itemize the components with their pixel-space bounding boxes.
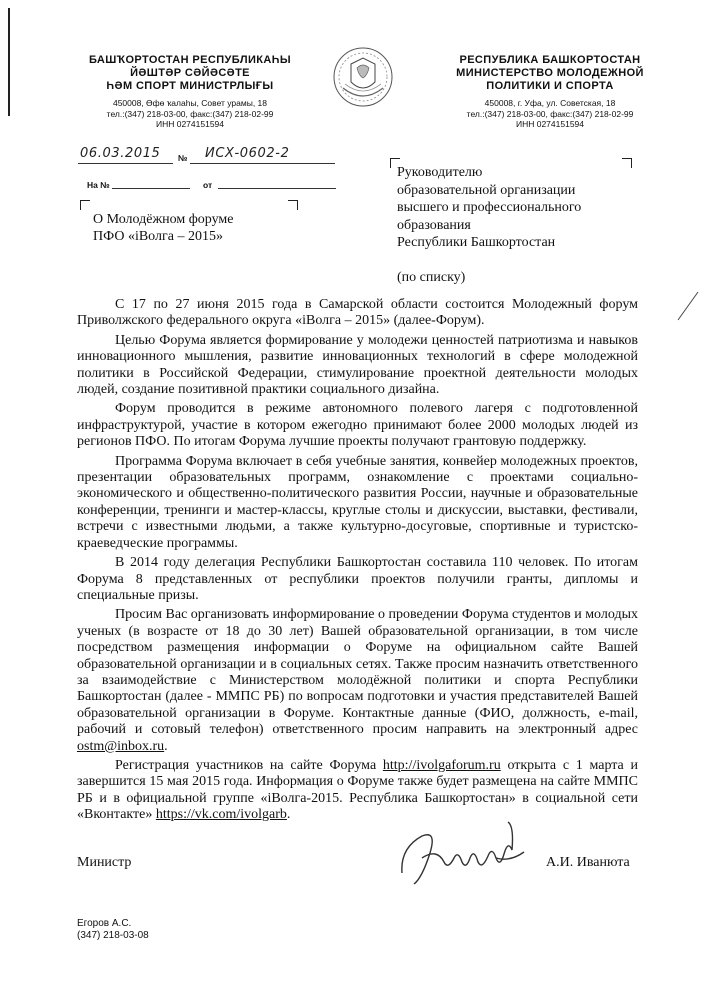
number-underline — [190, 163, 335, 164]
addressee-line1: Руководителю — [397, 165, 483, 180]
signatory-title: Министр — [77, 855, 132, 870]
header-left — [70, 54, 310, 130]
executor-name: Егоров А.С. — [77, 918, 132, 929]
executor-phone: (347) 218-03-08 — [77, 930, 149, 941]
letter-subject — [93, 211, 233, 245]
header-right-phone: тел.:(347) 218-03-00, факс:(347) 218-02-99 — [466, 108, 634, 119]
body-paragraph-2: Целью Форума является формирование у молодежи ценностей патриотизма и навыков инновационного мышления, развитие инновационных технологий в сфере молодежной политики в Российской Федерации, стимулирование проектной деятельности молодых людей, создание позитивной практики социального дизайна. — [77, 332, 638, 398]
handwritten-signature — [392, 818, 542, 893]
header-left-phone: тел.:(347) 218-03-00, факс:(347) 218-02-99 — [106, 108, 274, 119]
header-left-line2: ЙӘШТӘР СӘЙӘСӘТЕ — [130, 67, 250, 79]
subject-bracket-right — [288, 200, 298, 210]
body-paragraph-3: Форум проводится в режиме автономного полевого лагеря с подготовленной инфраструктурой, участие в котором ежегодно принимают более 2000 молодых людей из регионов ПФО. По итогам Форума лучшие проекты получают грантовую поддержку. — [77, 401, 638, 450]
addressee-line5: Республики Башкортостан — [397, 235, 556, 251]
body-paragraph-1: С 17 по 27 июня 2015 года в Самарской области состоится Молодежный форум Приволжского федерального округа «iВолга – 2015» (далее-Форум). — [77, 297, 638, 329]
subject-bracket-left — [80, 200, 90, 210]
addressee-block — [397, 164, 581, 287]
body-paragraph-5: В 2014 году делегация Республики Башкортостан составила 110 человек. По итогам Форума 8 представленных от республики проектов получили гранты, дипломы и специальные призы. — [77, 555, 638, 603]
header-right — [430, 54, 670, 130]
reference-number-label: На № — [87, 180, 110, 190]
reference-number-line — [112, 188, 190, 189]
header-left-inn: ИНН 0274151594 — [155, 119, 225, 129]
header-right-line2: МИНИСТЕРСТВО МОЛОДЕЖНОЙ — [456, 67, 644, 79]
body-paragraph-7-end: . — [286, 807, 291, 823]
body-paragraph-7-text-a: Регистрация участников на сайте Форума — [115, 757, 383, 773]
header-right-line1: РЕСПУБЛИКА БАШКОРТОСТАН — [459, 54, 641, 66]
letter-date: 06.03.2015 — [80, 146, 161, 161]
header-left-line3: ҺӘМ СПОРТ МИНИСТРЛЫҒЫ — [106, 80, 274, 92]
coat-of-arms-emblem — [331, 44, 395, 110]
body-paragraph-6-text: Просим Вас организовать информирование о проведении Форума студентов и молодых ученых (в возрасте от 18 до 30 лет) Вашей образовательной организации, в том числе посредством размещения информации о Форуме на официальном сайте Вашей образовательной организации и в социальных сетях. Также просим назначить ответственного за взаимодействие с Министерством молодёжной политики и спорта Республики Башкортостан (далее - ММПС РБ) по вопросам подготовки и участия представителей Вашей образовательной организации в Форуме. Контактные данные (ФИО, должность, e-mail, рабочий и сотовый телефон) ответственного просим направить на электронный адрес — [77, 607, 638, 738]
addressee-line2: образовательной организации — [397, 182, 576, 198]
vk-group-link[interactable]: https://vk.com/ivolgarb — [155, 807, 287, 823]
scan-pen-mark — [672, 288, 702, 328]
body-paragraph-6-end: . — [164, 738, 168, 754]
header-right-line3: ПОЛИТИКИ И СПОРТА — [486, 80, 614, 92]
body-paragraph-4: Программа Форума включает в себя учебные занятия, конвейер молодежных проектов, презентации образовательных программ, ознакомление с проектами социально-экономического и общественно-политического развития России, научные и образовательные конференции, тренинги и мастер-классы, круглые столы и дискуссии, выставки, фестивали, встречи с известными людьми, а также культурно-досуговые, спортивные и туристско-краеведческие программы. — [77, 453, 638, 551]
number-label: № — [178, 153, 188, 163]
executor-block — [77, 918, 149, 942]
reference-date-label: от — [203, 180, 213, 190]
subject-line1: О Молодёжном форуме — [93, 212, 234, 227]
header-right-inn: ИНН 0274151594 — [515, 119, 585, 129]
reference-date-line — [218, 188, 336, 189]
scan-edge-mark — [8, 8, 10, 116]
header-left-address: 450008, Өфө ҡалаһы, Совет урамы, 18 — [112, 98, 268, 108]
date-underline — [78, 163, 173, 164]
addressee-bracket-right — [622, 158, 632, 168]
body-paragraph-7-text-b: открыта с 1 марта и завершится 15 мая 2015 года. Информация о Форуме также будет размещена на сайте ММПС РБ и в официальной группе «iВолга-2015. Республика Башкортостан» в социальной сети «Вконтакте» — [77, 757, 638, 823]
body-paragraph-7 — [77, 758, 638, 824]
body-paragraph-6 — [77, 607, 638, 755]
addressee-line4: образования — [397, 217, 471, 233]
forum-site-link[interactable]: http://ivolgaforum.ru — [382, 757, 501, 773]
addressee-line6: (по списку) — [397, 269, 466, 285]
header-left-line1: БАШҠОРТОСТАН РЕСПУБЛИКАҺЫ — [88, 54, 292, 66]
signatory-name: А.И. Иванюта — [546, 855, 630, 870]
letter-number: ИСХ-0602-2 — [205, 146, 290, 161]
addressee-line3: высшего и профессионального — [397, 200, 582, 216]
contact-email-link[interactable]: ostm@inbox.ru — [77, 738, 165, 754]
header-right-address: 450008, г. Уфа, ул. Советская, 18 — [484, 98, 616, 108]
letter-body — [77, 297, 638, 824]
subject-line2: ПФО «iВолга – 2015» — [93, 229, 223, 244]
